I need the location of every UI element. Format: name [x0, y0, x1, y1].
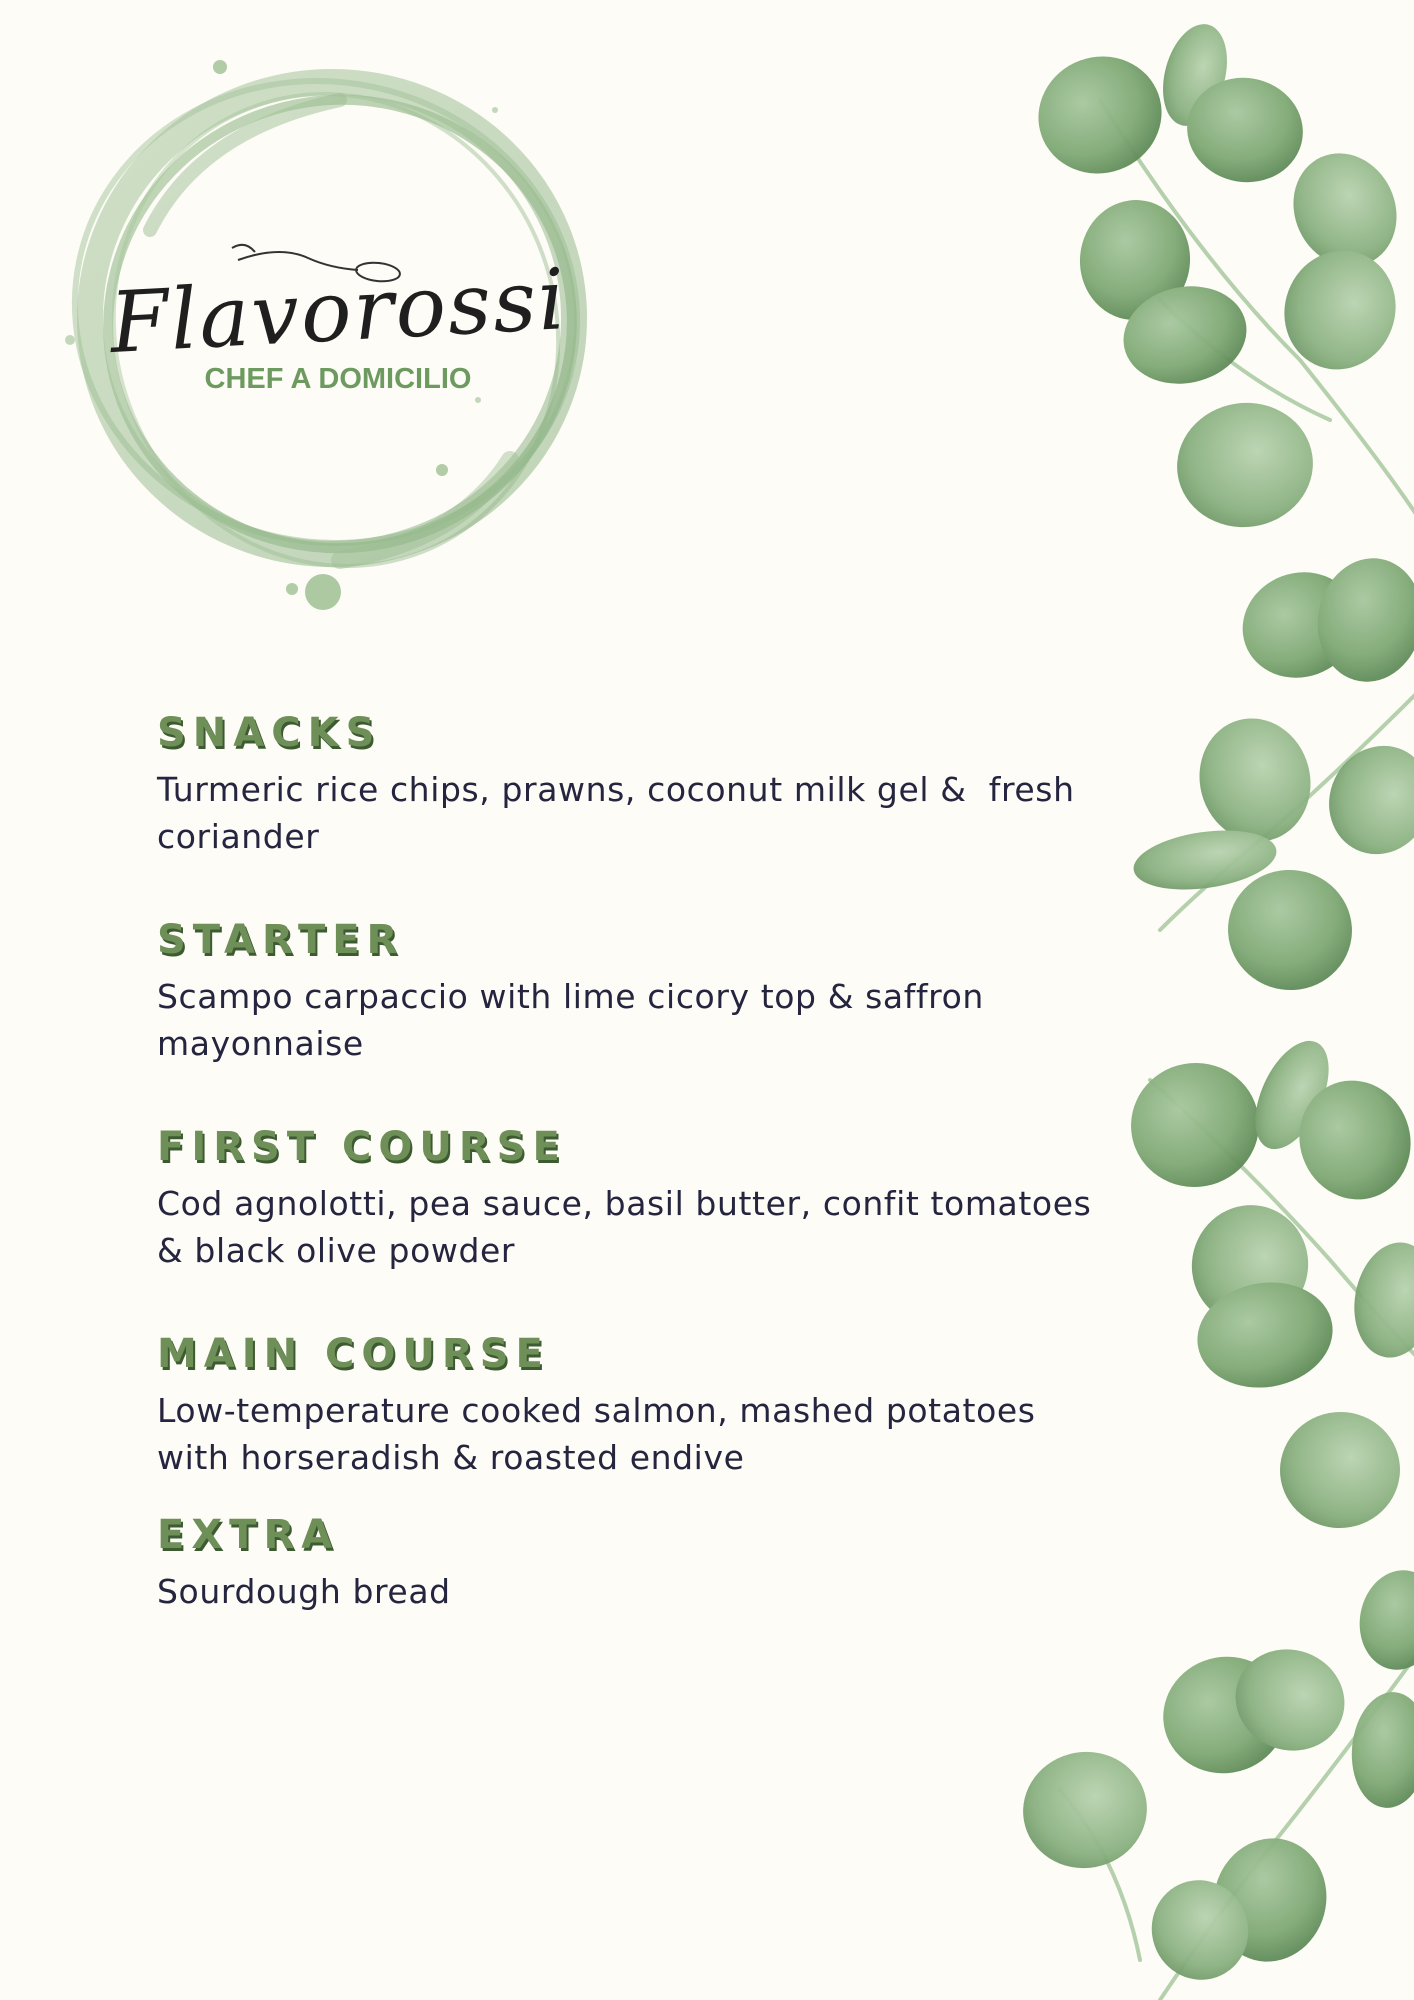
- course-description: Low-temperature cooked salmon, mashed potatoes with horseradish & roasted endive: [157, 1391, 1036, 1477]
- course-description: Sourdough bread: [157, 1572, 451, 1611]
- course-first: [157, 1122, 1177, 1274]
- course-title: SNACKS: [157, 710, 382, 756]
- course-title: FIRST COURSE: [157, 1124, 567, 1170]
- course-description: Scampo carpaccio with lime cicory top & saffron mayonnaise: [157, 977, 984, 1063]
- course-main: [157, 1329, 1177, 1481]
- course-description: Turmeric rice chips, prawns, coconut milk gel & fresh coriander: [157, 770, 1075, 856]
- course-snacks: [157, 708, 1177, 860]
- course-title: STARTER: [157, 917, 405, 963]
- brand-tagline: CHEF A DOMICILIO: [204, 363, 472, 395]
- brand-name: Flavorossi: [107, 250, 570, 372]
- course-starter: [157, 915, 1177, 1067]
- course-title: EXTRA: [157, 1512, 340, 1558]
- course-extra: [157, 1510, 1177, 1615]
- course-description: Cod agnolotti, pea sauce, basil butter, confit tomatoes & black olive powder: [157, 1184, 1092, 1270]
- brand-logo: [40, 40, 640, 620]
- course-title: MAIN COURSE: [157, 1331, 550, 1377]
